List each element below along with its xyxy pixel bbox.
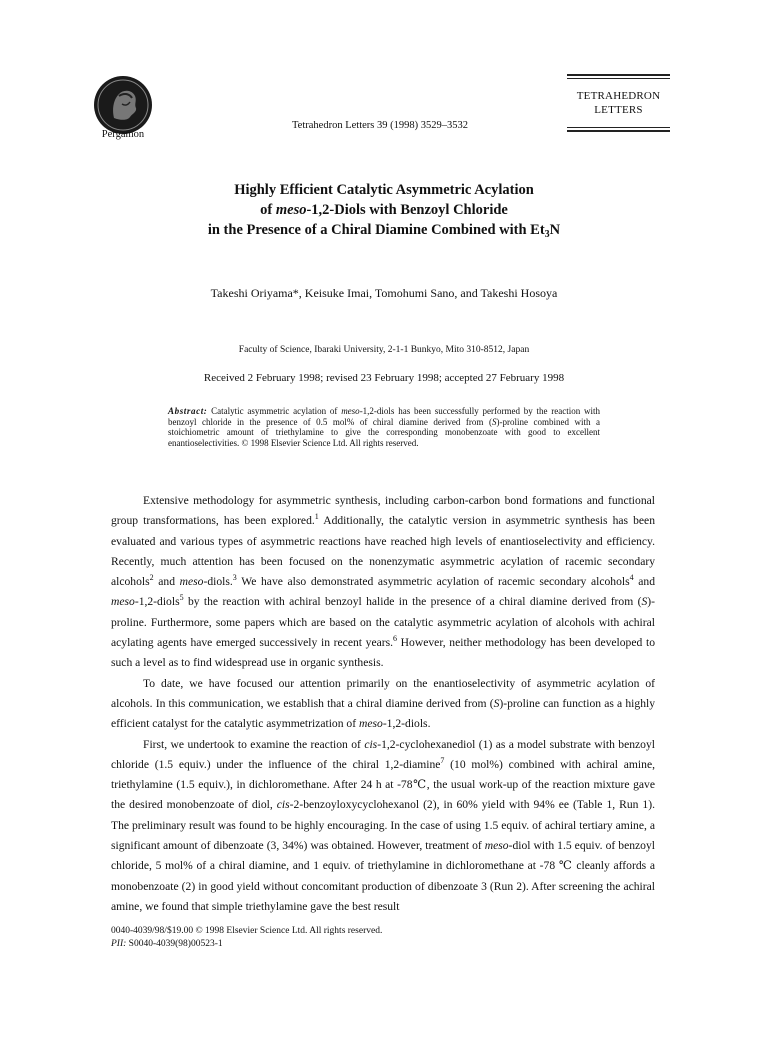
title-line: Highly Efficient Catalytic Asymmetric Acylation <box>234 182 534 198</box>
title-line: of meso-1,2-Diols with Benzoyl Chloride <box>260 202 508 218</box>
masthead-rule <box>567 74 670 76</box>
masthead-rule <box>567 130 670 132</box>
title-line: in the Presence of a Chiral Diamine Combined with $Et_3N$ <box>207 222 561 240</box>
copyright-line: 0040-4039/98/$19.00 © 1998 Elsevier Science Ltd. All rights reserved. <box>111 926 383 936</box>
abstract-label: Abstract: <box>168 406 208 416</box>
pergamon-logo <box>92 74 154 136</box>
affiliation: Faculty of Science, Ibaraki University, 2-1-1 Bunkyo, Mito 310-8512, Japan <box>238 345 530 355</box>
abstract: Abstract: Catalytic asymmetric acylation of meso-1,2-diols has been successfully performed by the reaction with benzoyl chloride in the presence of 0.5 mol% of chiral diamine derived from (S)-proline combined with a stoichiometric amount of triethylamine to give the corresponding monobenzoate with good to excellent enantioselectivities. © 1998 Elsevier Science Ltd. All rights reserved. <box>168 406 600 448</box>
pii-line: PII: S0040-4039(98)00523-1 <box>111 939 223 949</box>
publisher-name: Pergamon <box>101 129 145 140</box>
masthead-rule <box>567 127 670 128</box>
copyright-footer <box>111 925 382 951</box>
journal-masthead <box>567 74 670 134</box>
paper-title <box>100 180 668 240</box>
received-dates: Received 2 February 1998; revised 23 February 1998; accepted 27 February 1998 <box>203 372 565 384</box>
author-list: Takeshi Oriyama*, Keisuke Imai, Tomohumi Sano, and Takeshi Hosoya <box>210 286 558 300</box>
journal-citation: Tetrahedron Letters 39 (1998) 3529–3532 <box>292 120 468 131</box>
body-paragraph: First, we undertook to examine the reaction of cis-1,2-cyclohexanediol (1) as a model substrate with benzoyl chloride (1.5 equiv.) under the influence of the chiral 1,2-diamine$^7$ (10 mol%) combined with achiral amine, triethylamine (1.5 equiv.), in dichloromethane. After 24 h at -78℃, the usual work-up of the reaction mixture gave the desired monobenzoate of diol, cis-2-benzoyloxycyclohexanol (2), in 60% yield with 94% ee (Table 1, Run 1). The preliminary result was found to be highly encouraging. In the case of using 1.5 equiv. of achiral tertiary amine, a significant amount of dibenzoate (3, 34%) was obtained. However, treatment of meso-diol with 1.5 equiv. of benzoyl chloride, 5 mol% of a chiral diamine, and 1 equiv. of triethylamine in dichloromethane at -78 ℃ cleanly affords a monobenzoate (2) in good yield without concomitant production of dibenzoate 3 (Run 2). After screening the achiral amine, we found that simple triethylamine gave the best result <box>111 737 655 913</box>
body-paragraph: Extensive methodology for asymmetric synthesis, including carbon-carbon bond formations and functional group transformations, has been explored.$^1$ Additionally, the catalytic version in asymmetric synthesis has been evaluated and various types of asymmetric reactions have reached high levels of enantioselectivity and efficiency. Recently, much attention has been focused on the nonenzymatic asymmetric acylation of racemic secondary alcohols$^2$ and meso-diols.$^3$ We have also demonstrated asymmetric acylation of racemic secondary alcohols$^4$ and meso-1,2-diols$^5$ by the reaction with achiral benzoyl halide in the presence of a chiral diamine derived from (S)-proline. Furthermore, some papers which are based on the catalytic asymmetric acylation of alcohols with achiral acylating agents have emerged successively in recent years.$^6$ However, neither methodology has been developed to such a level as to find widespread use in organic synthesis. <box>111 494 656 670</box>
masthead-rule <box>567 78 670 79</box>
article-body <box>111 491 655 917</box>
body-paragraph: To date, we have focused our attention primarily on the enantioselectivity of asymmetric acylation of alcohols. In this communication, we establish that a chiral diamine derived from (S)-proline can function as a highly efficient catalyst for the catalytic asymmetrization of meso-1,2-diols. <box>111 676 656 731</box>
journal-name: TETRAHEDRON LETTERS <box>576 90 661 116</box>
